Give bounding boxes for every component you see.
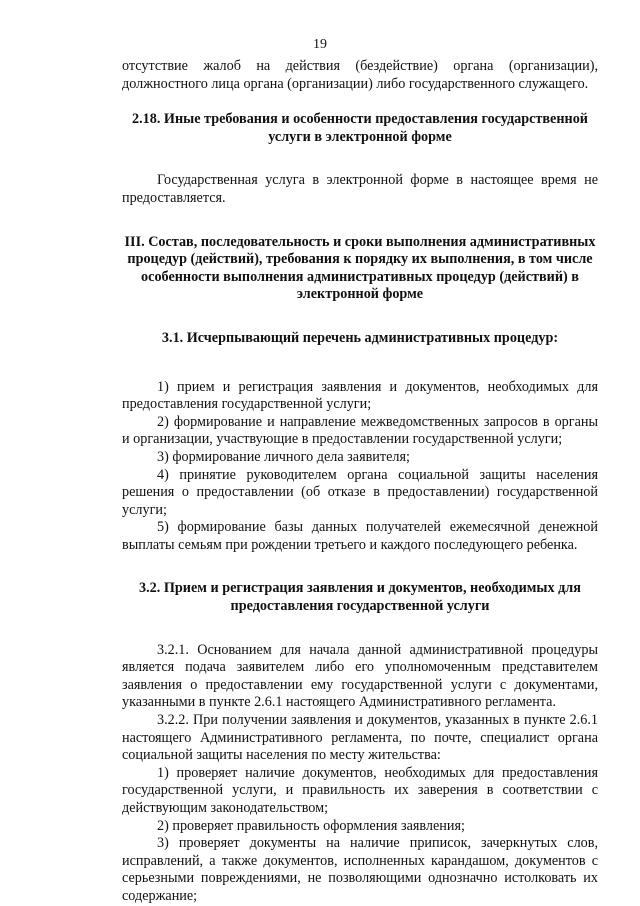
section-heading-3-2: 3.2. Прием и регистрация заявления и документов, необходимых для предоставления государственной услуги bbox=[139, 580, 581, 615]
list-item-3-2-2-2: 2) проверяет правильность оформления заявления; bbox=[157, 817, 465, 834]
section-heading-2-18: 2.18. Иные требования и особенности предоставления государственной услуги в электронной форме bbox=[132, 111, 588, 145]
spacer bbox=[122, 208, 598, 234]
paragraph-previous-continuation: отсутствие жалоб на действия (бездействие) органа (организации), должностного лица органа (организации) либо государственного служащего. bbox=[122, 58, 598, 92]
list-item-3-1-3: 3) формирование личного дела заявителя; bbox=[157, 448, 410, 465]
paragraph-2-18: Государственная услуга в электронной форме в настоящее время не предоставляется. bbox=[122, 172, 598, 206]
spacer bbox=[122, 93, 598, 111]
spacer bbox=[122, 554, 598, 580]
paragraph-3-2-2: 3.2.2. При получении заявления и документов, указанных в пункте 2.6.1 настоящего Административного регламента, по почте, специалист органа социальной защиты населения по месту жительства: bbox=[122, 712, 598, 764]
document-content bbox=[122, 58, 598, 906]
spacer bbox=[122, 348, 598, 379]
page-number: 19 bbox=[313, 37, 327, 52]
section-heading-3-1: 3.1. Исчерпывающий перечень административных процедур: bbox=[161, 329, 559, 346]
list-item-3-1-5: 5) формирование базы данных получателей ежемесячной денежной выплаты семьям при рождении третьего и каждого последующего ребенка. bbox=[122, 519, 598, 553]
spacer bbox=[122, 616, 598, 642]
chapter-heading-iii: III. Состав, последовательность и сроки выполнения административных процедур (действий), требования к порядку их выполнения, в том числе особенности выполнения административных процедур (действий) в электронной форме bbox=[124, 233, 596, 303]
spacer bbox=[122, 146, 598, 172]
list-item-3-1-2: 2) формирование и направление межведомственных запросов в органы и организации, участвующие в предоставлении государственной услуги; bbox=[122, 413, 598, 448]
list-item-3-2-2-3: 3) проверяет документы на наличие приписок, зачеркнутых слов, исправлений, а также документов, исполненных карандашом, документов с серьезными повреждениями, не позволяющими однозначно истолковать их содержание; bbox=[122, 835, 598, 904]
list-item-3-1-1: 1) прием и регистрация заявления и документов, необходимых для предоставления государственной услуги; bbox=[122, 378, 598, 413]
list-item-3-1-4: 4) принятие руководителем органа социальной защиты населения решения о предоставлении (об отказе в предоставлении) государственной услуги; bbox=[122, 466, 598, 518]
spacer bbox=[122, 304, 598, 330]
list-item-3-2-2-1: 1) проверяет наличие документов, необходимых для предоставления государственной услуги, и правильность их заверения в соответствии с действующим законодательством; bbox=[122, 764, 598, 816]
paragraph-3-2-1: 3.2.1. Основанием для начала данной административной процедуры является подача заявителем либо его уполномоченным представителем заявления о предоставлении ему государственной услуги с документами, указанными в пункте 2.6.1 настоящего Административного регламента. bbox=[122, 641, 598, 711]
